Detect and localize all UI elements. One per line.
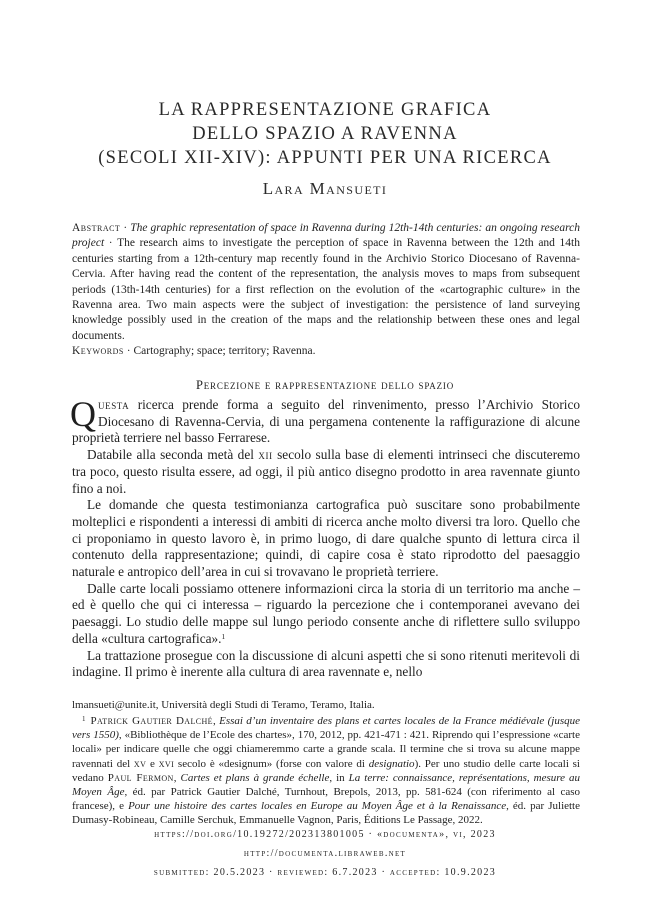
footnote-title: Cartes et plans à grande échelle [180,771,330,784]
author-name: Lara Mansueti [262,179,388,198]
paragraph-2 [72,447,580,497]
opening-word: uesta [98,397,130,412]
keywords-separator: · [123,345,134,357]
author-affiliation: lmansueti@unite.it, Università degli Studi di Teramo, Teramo, Italia. [72,699,375,711]
footnote-italic: designatio [368,757,415,770]
abstract-separator: · [120,222,131,234]
footnote-text: e [146,757,159,770]
article-title-line-3: (SECOLI XII-XIV): APPUNTI PER UNA RICERCA [98,148,552,168]
abstract [72,221,580,344]
footnote-text: , in [329,771,349,784]
footnote-author: Paul Fermon [107,771,174,784]
paragraph-4 [72,581,580,648]
footnote-title: Essai d’un inventaire des plans et cartes locales de la France médiévale (jusque vers 1550) [72,715,580,742]
keywords [72,345,580,357]
keywords-label: Keywords [72,345,124,357]
abstract-separator-2: · [104,237,118,250]
abstract-english-title: The graphic representation of space in Ravenna during 12th-14th centuries: an ongoing research project [72,222,580,250]
footnote-marker: 1 [82,715,86,723]
footnote-numeral: xv [133,757,147,770]
article-title-line-2: DELLO SPAZIO A RAVENNA [192,124,458,144]
paragraph-2-text-b: secolo sulla base di elementi intrinseci che discuteremo tra poco, questo risulta essere, ad oggi, il più antico disegno prodotto in area ravennate giunto fino a noi. [72,447,581,496]
paragraph-5: La trattazione prosegue con la discussione di alcuni aspetti che si sono ritenuti meritevoli di indagine. Il primo è inerente alla cultura di area ravennate e, nello [72,647,580,680]
footnote-text: , éd. par Juliette Dumasy-Robineau, Camille Serchuk, Emmanuelle Vagnon, Paris, Éditions Le Passage, 2022. [72,800,580,827]
paragraph-1-text: ricerca prende forma a seguito del rinvenimento, presso l’Archivio Storico Diocesano di Ravenna-Cervia, di una pergamena contenente la raffigurazione di alcune proprietà terriere nel basso Ferrarese. [72,397,580,446]
body-text [70,394,581,681]
footnote-text: secolo è «designum» (forse con valore di [174,757,369,770]
doi-line[interactable]: https://doi.org/10.19272/202313801005 · «documenta», vi, 2023 [154,829,496,840]
footnote-text: ). Per uno studio delle carte locali si vedano [72,757,580,784]
article-title-line-1: LA RAPPRESENTAZIONE GRAFICA [158,100,492,120]
drop-cap: Q [70,394,96,434]
footnote-reference[interactable]: 1 [221,631,226,641]
paragraph-3: Le domande che questa testimonianza cartografica può suscitare sono probabilmente molteplici e rispondenti a interessi di ambiti di ricerca anche molto diversi tra loro. Quello che ci proponiamo in questo lavoro è, in primo luogo, di dare qualche spunto di lettura circa il contenuto della rappresentazione; quindi, di capire cosa è stato riprodotto del paesaggio naturale e antropico dell’area in cui si trovavano le proprietà terriere. [72,497,580,580]
paragraph-4-text: Dalle carte locali possiamo ottenere informazioni circa la storia di un territorio ma anche – ed è quello che qui ci interessa – riguardo la percezione che i contemporanei avevano dei paesaggi. Lo studio delle mappe sul lungo periodo consente anche di riflettere sullo sviluppo della «cultura cartografica». [72,580,580,646]
keywords-text: Cartography; space; territory; Ravenna. [133,345,316,357]
footnote-text: , [173,771,181,784]
footnote-1: $^1$ Patrick Gautier Dalché, Essai d’un inventaire des plans et cartes locales de la France médiévale (jusque vers 1550), «Bibliothèque de l’Ecole des chartes», 170, 2012, pp. 421-471 : 421. Riprendo qui l’espressione «carte locali» per indicare quelle che oggi chiameremmo carte a grande scala. Il termine che si trova su alcune mappe ravennati del xv e xvi secolo è «designum» (forse con valore di designatio). Per uno studio delle carte locali si vedano Paul Fermon, Cartes et plans à grande échelle, in La terre: connaissance, représentations, mesure au Moyen Âge, éd. par Patrick Gautier Dalché, Turnhout, Brepols, 2013, pp. 581-624 (con riferimento al caso francese), e Pour une histoire des cartes locales en Europe au Moyen Âge et à la Renaissance, éd. par Juliette Dumasy-Robineau, Camille Serchuk, Emmanuelle Vagnon, Paris, Éditions Le Passage, 2022. [72,715,581,827]
footnote-title: La terre: connaissance, représentations, mesure au Moyen Âge [72,771,581,799]
section-heading: Percezione e rappresentazione dello spazio [196,378,454,392]
footnote-numeral: xvi [158,757,175,770]
footnote-text: , «Bibliothèque de l’Ecole des chartes», 170, 2012, pp. 421-471 : 421. Riprendo qui l’espressione «carte locali» per indicare quelle che oggi chiameremmo carte a grande scala. Il termine che si trova su alcune mappe ravennati del [72,729,580,770]
abstract-label: Abstract [72,222,121,234]
journal-url[interactable]: http://documenta.libraweb.net [243,848,407,859]
footnote-text: , éd. par Patrick Gautier Dalché, Turnhout, Brepols, 2013, pp. 581-624 (con riferimento al caso francese), e [72,786,580,813]
century-numeral: xii [258,447,273,463]
footnote-author: Patrick Gautier Dalché [90,715,213,727]
footnote-title: Pour une histoire des cartes locales en Europe au Moyen Âge et à la Renaissance [128,800,507,813]
submission-dates: submitted: 20.5.2023 · reviewed: 6.7.2023 · accepted: 10.9.2023 [153,867,497,878]
abstract-text: The research aims to investigate the perception of space in Ravenna between the 12th and 14th centuries starting from a 12th-century map recently found in the Archivio Storico Diocesano of Ravenna-Cervia. After having read the content of the representation, the analysis moves to maps from subsequent periods (13th-14th centuries) for a first reflection on the evolution of the «cartographic culture» in the Ravenna area. Two main aspects were the subject of investigation: the persistence of land surveying knowledge possibly used in the creation of the maps and the relationship between these ones and legal documents. [72,237,581,342]
paragraph-2-text-a: Databile alla seconda metà del [87,447,259,463]
paragraph-1 [70,394,580,447]
